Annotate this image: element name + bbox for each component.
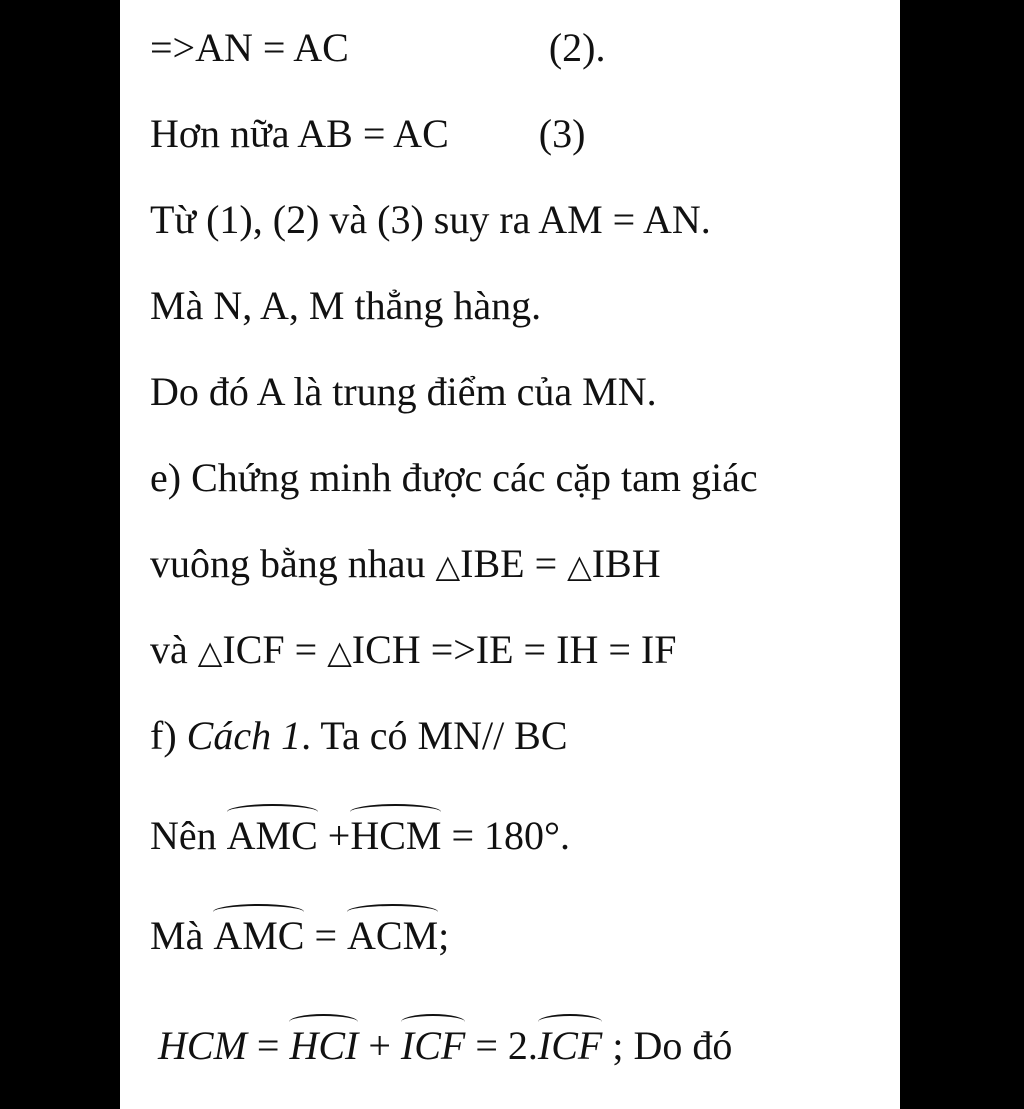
line-2-reference: (3) (538, 111, 586, 156)
line-10-rest: = 180°. (441, 813, 571, 858)
line-1-reference: (2). (548, 25, 606, 70)
angle-icf-2: ICF (537, 1023, 603, 1068)
equals-two: = 2. (465, 1023, 538, 1068)
angle-hcm: HCM (350, 813, 442, 858)
equals-sign: = (246, 1023, 290, 1068)
angle-hcm-italic: HCM (158, 1023, 247, 1068)
triangle-ibh: IBH (591, 541, 661, 586)
line-11-prefix: Mà (150, 913, 214, 958)
line-9-prefix: f) (150, 713, 187, 758)
triangle-icf: ICF (222, 627, 285, 672)
angle-icf: ICF (400, 1023, 466, 1068)
angle-hci: HCI (289, 1023, 359, 1068)
triangle-symbol: △ (567, 547, 592, 585)
line-8 (150, 626, 880, 676)
line-2 (150, 110, 880, 158)
line-10 (150, 812, 880, 860)
line-9-italic: Cách 1 (186, 713, 302, 758)
line-7-text: vuông bằng nhau (150, 541, 426, 586)
line-9 (150, 712, 880, 760)
line-4: Mà N, A, M thẳng hàng. (150, 283, 542, 328)
triangle-symbol: △ (435, 547, 461, 585)
line-1-equation: =>AN = AC (150, 25, 349, 70)
angle-acm: ACM (347, 913, 439, 958)
line-5: Do đó A là trung điểm của MN. (150, 369, 657, 414)
line-8-rest: =>IE = IH = IF (420, 627, 677, 672)
line-11 (150, 912, 880, 960)
triangle-ich: ICH (351, 627, 421, 672)
line-1 (150, 24, 880, 72)
line-2-equation: Hơn nữa AB = AC (150, 111, 449, 156)
triangle-symbol: △ (197, 633, 223, 671)
line-12 (158, 1022, 880, 1070)
line-8-and: và (150, 627, 188, 672)
line-10-prefix: Nên (150, 813, 227, 858)
equals-sign: = (284, 627, 328, 672)
equals-sign: = (524, 541, 568, 586)
angle-amc: AMC (226, 813, 318, 858)
angle-amc: AMC (213, 913, 305, 958)
plus-sign: + (358, 1023, 401, 1068)
line-3: Từ (1), (2) và (3) suy ra AM = AN. (150, 197, 711, 242)
line-6: e) Chứng minh được các cặp tam giác (150, 455, 758, 500)
document-page (120, 0, 900, 1109)
plus-sign: + (317, 813, 351, 858)
triangle-symbol: △ (327, 633, 352, 671)
equals-sign: = (304, 913, 348, 958)
line-7 (150, 540, 880, 590)
line-9-rest: . Ta có MN// BC (301, 713, 568, 758)
line-11-rest: ; (438, 913, 450, 958)
triangle-ibe: IBE (460, 541, 525, 586)
line-12-rest: ; Do đó (602, 1023, 733, 1068)
